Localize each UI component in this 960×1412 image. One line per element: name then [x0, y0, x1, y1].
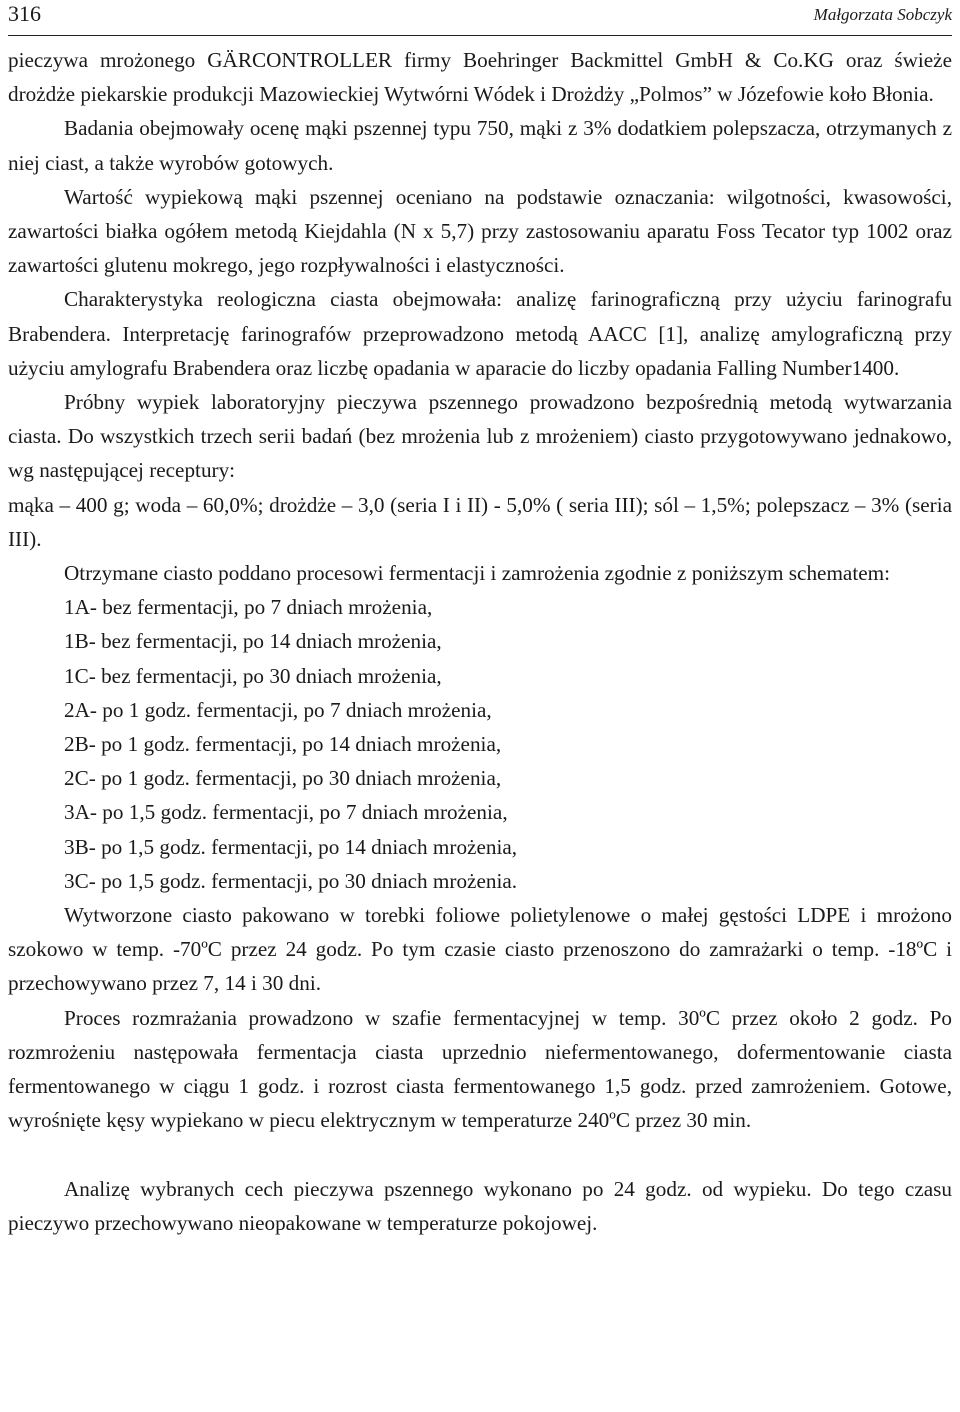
list-item: 3C- po 1,5 godz. fermentacji, po 30 dniach mrożenia. [64, 868, 518, 893]
paragraph-scope: Badania obejmowały ocenę mąki pszennej typu 750, mąki z 3% dodatkiem polepszacza, otrzymanych z niej ciast, a także wyrobów gotowych. [8, 116, 952, 175]
list-item: 1C- bez fermentacji, po 30 dniach mrożenia, [64, 663, 442, 688]
paragraph-packaging: Wytworzone ciasto pakowano w torebki foliowe polietylenowe o małej gęstości LDPE i mrożono szokowo w temp. -70ºC przez 24 godz. Po tym czasie ciasto przenoszono do zamrażarki o temp. -18ºC i przechowywano przez 7, 14 i 30 dni. [8, 903, 952, 996]
fermentation-schedule-list [8, 590, 952, 898]
document-page [8, 0, 952, 1240]
page-number: 316 [8, 1, 41, 26]
list-item: 2A- po 1 godz. fermentacji, po 7 dniach mrożenia, [64, 697, 492, 722]
list-item: 1B- bez fermentacji, po 14 dniach mrożenia, [64, 629, 442, 654]
list-item: 3A- po 1,5 godz. fermentacji, po 7 dniach mrożenia, [64, 800, 508, 825]
paragraph-flour-quality: Wartość wypiekową mąki pszennej oceniano na podstawie oznaczania: wilgotności, kwasowości, zawartości białka ogółem metodą Kiejdahla (N x 5,7) przy zastosowaniu aparatu Foss Tecator typ 1002 oraz zawartości glutenu mokrego, jego rozpływalności i elastyczności. [8, 184, 952, 278]
paragraph-thawing: Proces rozmrażania prowadzono w szafie fermentacyjnej w temp. 30ºC przez około 2 godz. Po rozmrożeniu następowała fermentacja ciasta uprzednio niefermentowanego, dofermentowanie ciasta fermentowanego w ciągu 1 godz. i rozrost ciasta fermentowanego 1,5 godz. przed zamrożeniem. Gotowe, wyrośnięte kęsy wypiekano w piecu elektrycznym w temperaturze 240ºC przez 30 min. [8, 1005, 952, 1133]
paragraph-continued: pieczywa mrożonego GÄRCONTROLLER firmy Boehringer Backmittel GmbH & Co.KG oraz świeże drożdże piekarskie produkcji Mazowieckiej Wytwórni Wódek i Drożdży „Polmos” w Józefowie koło Błonia. [8, 48, 952, 107]
page-header [8, 0, 952, 36]
list-item: 3B- po 1,5 godz. fermentacji, po 14 dniach mrożenia, [64, 834, 518, 859]
paragraph-recipe: mąka – 400 g; woda – 60,0%; drożdże – 3,0 (seria I i II) - 5,0% ( seria III); sól – 1,5%; polepszacz – 3% (seria III). [8, 492, 952, 551]
paragraph-analysis: Analizę wybranych cech pieczywa pszennego wykonano po 24 godz. od wypieku. Do tego czasu pieczywo przechowywano nieopakowane w temperaturze pokojowej. [8, 1176, 952, 1235]
list-item: 2B- po 1 godz. fermentacji, po 14 dniach mrożenia, [64, 732, 502, 757]
list-item: 1A- bez fermentacji, po 7 dniach mrożenia, [64, 595, 433, 620]
body-text [8, 36, 952, 1240]
list-item: 2C- po 1 godz. fermentacji, po 30 dniach mrożenia, [64, 766, 502, 791]
paragraph-schedule-intro: Otrzymane ciasto poddano procesowi fermentacji i zamrożenia zgodnie z poniższym schematem: [64, 561, 890, 586]
running-head-author: Małgorzata Sobczyk [813, 5, 952, 24]
paragraph-baking-method: Próbny wypiek laboratoryjny pieczywa pszennego prowadzono bezpośrednią metodą wytwarzania ciasta. Do wszystkich trzech serii badań (bez mrożenia lub z mrożeniem) ciasto przygotowywano jednakowo, wg następującej receptury: [8, 390, 952, 483]
paragraph-rheology: Charakterystyka reologiczna ciasta obejmowała: analizę farinograficzną przy użyciu farinografu Brabendera. Interpretację farinografów przeprowadzono metodą AACC [1], analizę amylograficzną przy użyciu amylografu Brabendera oraz liczbę opadania w aparacie do liczby opadania Falling Number1400. [8, 287, 952, 380]
